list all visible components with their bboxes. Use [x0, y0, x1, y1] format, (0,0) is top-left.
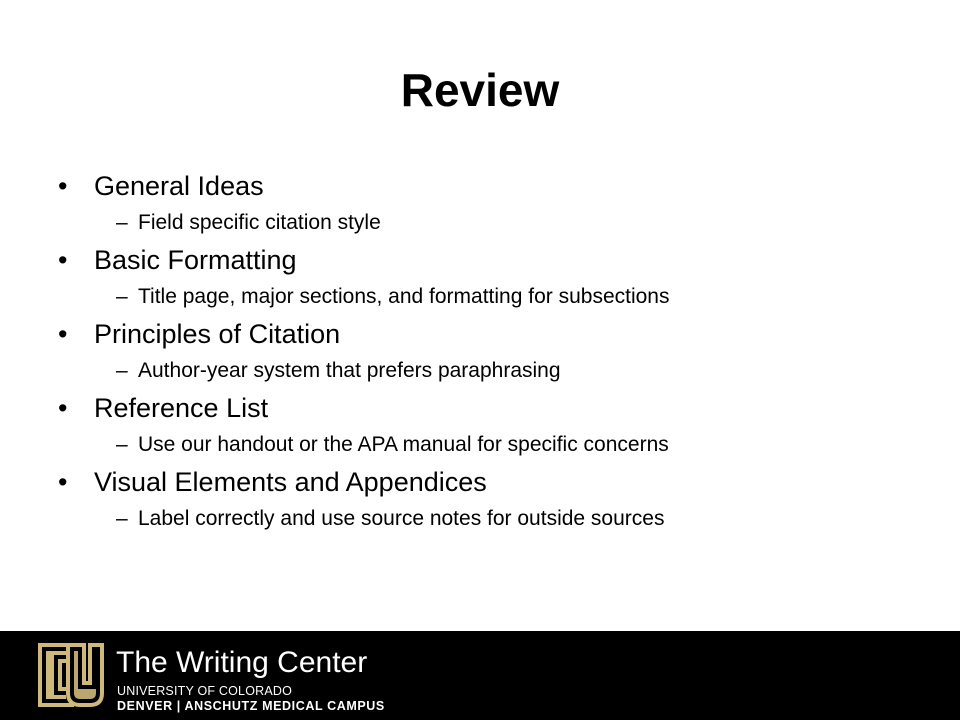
bullet-label: Basic Formatting — [94, 245, 297, 275]
dash-icon: – — [116, 359, 128, 382]
bullet-icon: • — [58, 467, 68, 497]
bullet-label: General Ideas — [94, 171, 264, 201]
list-item — [58, 314, 938, 388]
bullet-icon: • — [58, 245, 68, 275]
dash-icon: – — [116, 285, 128, 308]
footer-campus: DENVER | ANSCHUTZ MEDICAL CAMPUS — [117, 699, 385, 713]
sub-bullet-text: Use our handout or the APA manual for specific concerns — [138, 433, 669, 456]
list-item — [58, 388, 938, 462]
bullet-icon: • — [58, 171, 68, 201]
cu-logo-icon — [38, 639, 104, 711]
bullet-list — [58, 166, 938, 536]
dash-icon: – — [116, 433, 128, 456]
list-item — [58, 240, 938, 314]
bullet-label: Reference List — [94, 393, 269, 423]
dash-icon: – — [116, 211, 128, 234]
footer-banner — [0, 631, 960, 720]
bullet-label: Principles of Citation — [94, 319, 341, 349]
footer-title: The Writing Center — [116, 646, 368, 679]
sub-bullet-text: Field specific citation style — [138, 211, 381, 234]
bullet-icon: • — [58, 393, 68, 423]
slide-title: Review — [400, 64, 560, 116]
sub-bullet-text: Author-year system that prefers paraphrasing — [138, 359, 561, 382]
dash-icon: – — [116, 507, 128, 530]
bullet-icon: • — [58, 319, 68, 349]
list-item — [58, 166, 938, 240]
sub-bullet-text: Label correctly and use source notes for outside sources — [138, 507, 665, 530]
footer-university: UNIVERSITY OF COLORADO — [117, 684, 293, 698]
bullet-label: Visual Elements and Appendices — [94, 467, 487, 497]
list-item — [58, 462, 938, 536]
sub-bullet-text: Title page, major sections, and formatting for subsections — [138, 285, 670, 308]
